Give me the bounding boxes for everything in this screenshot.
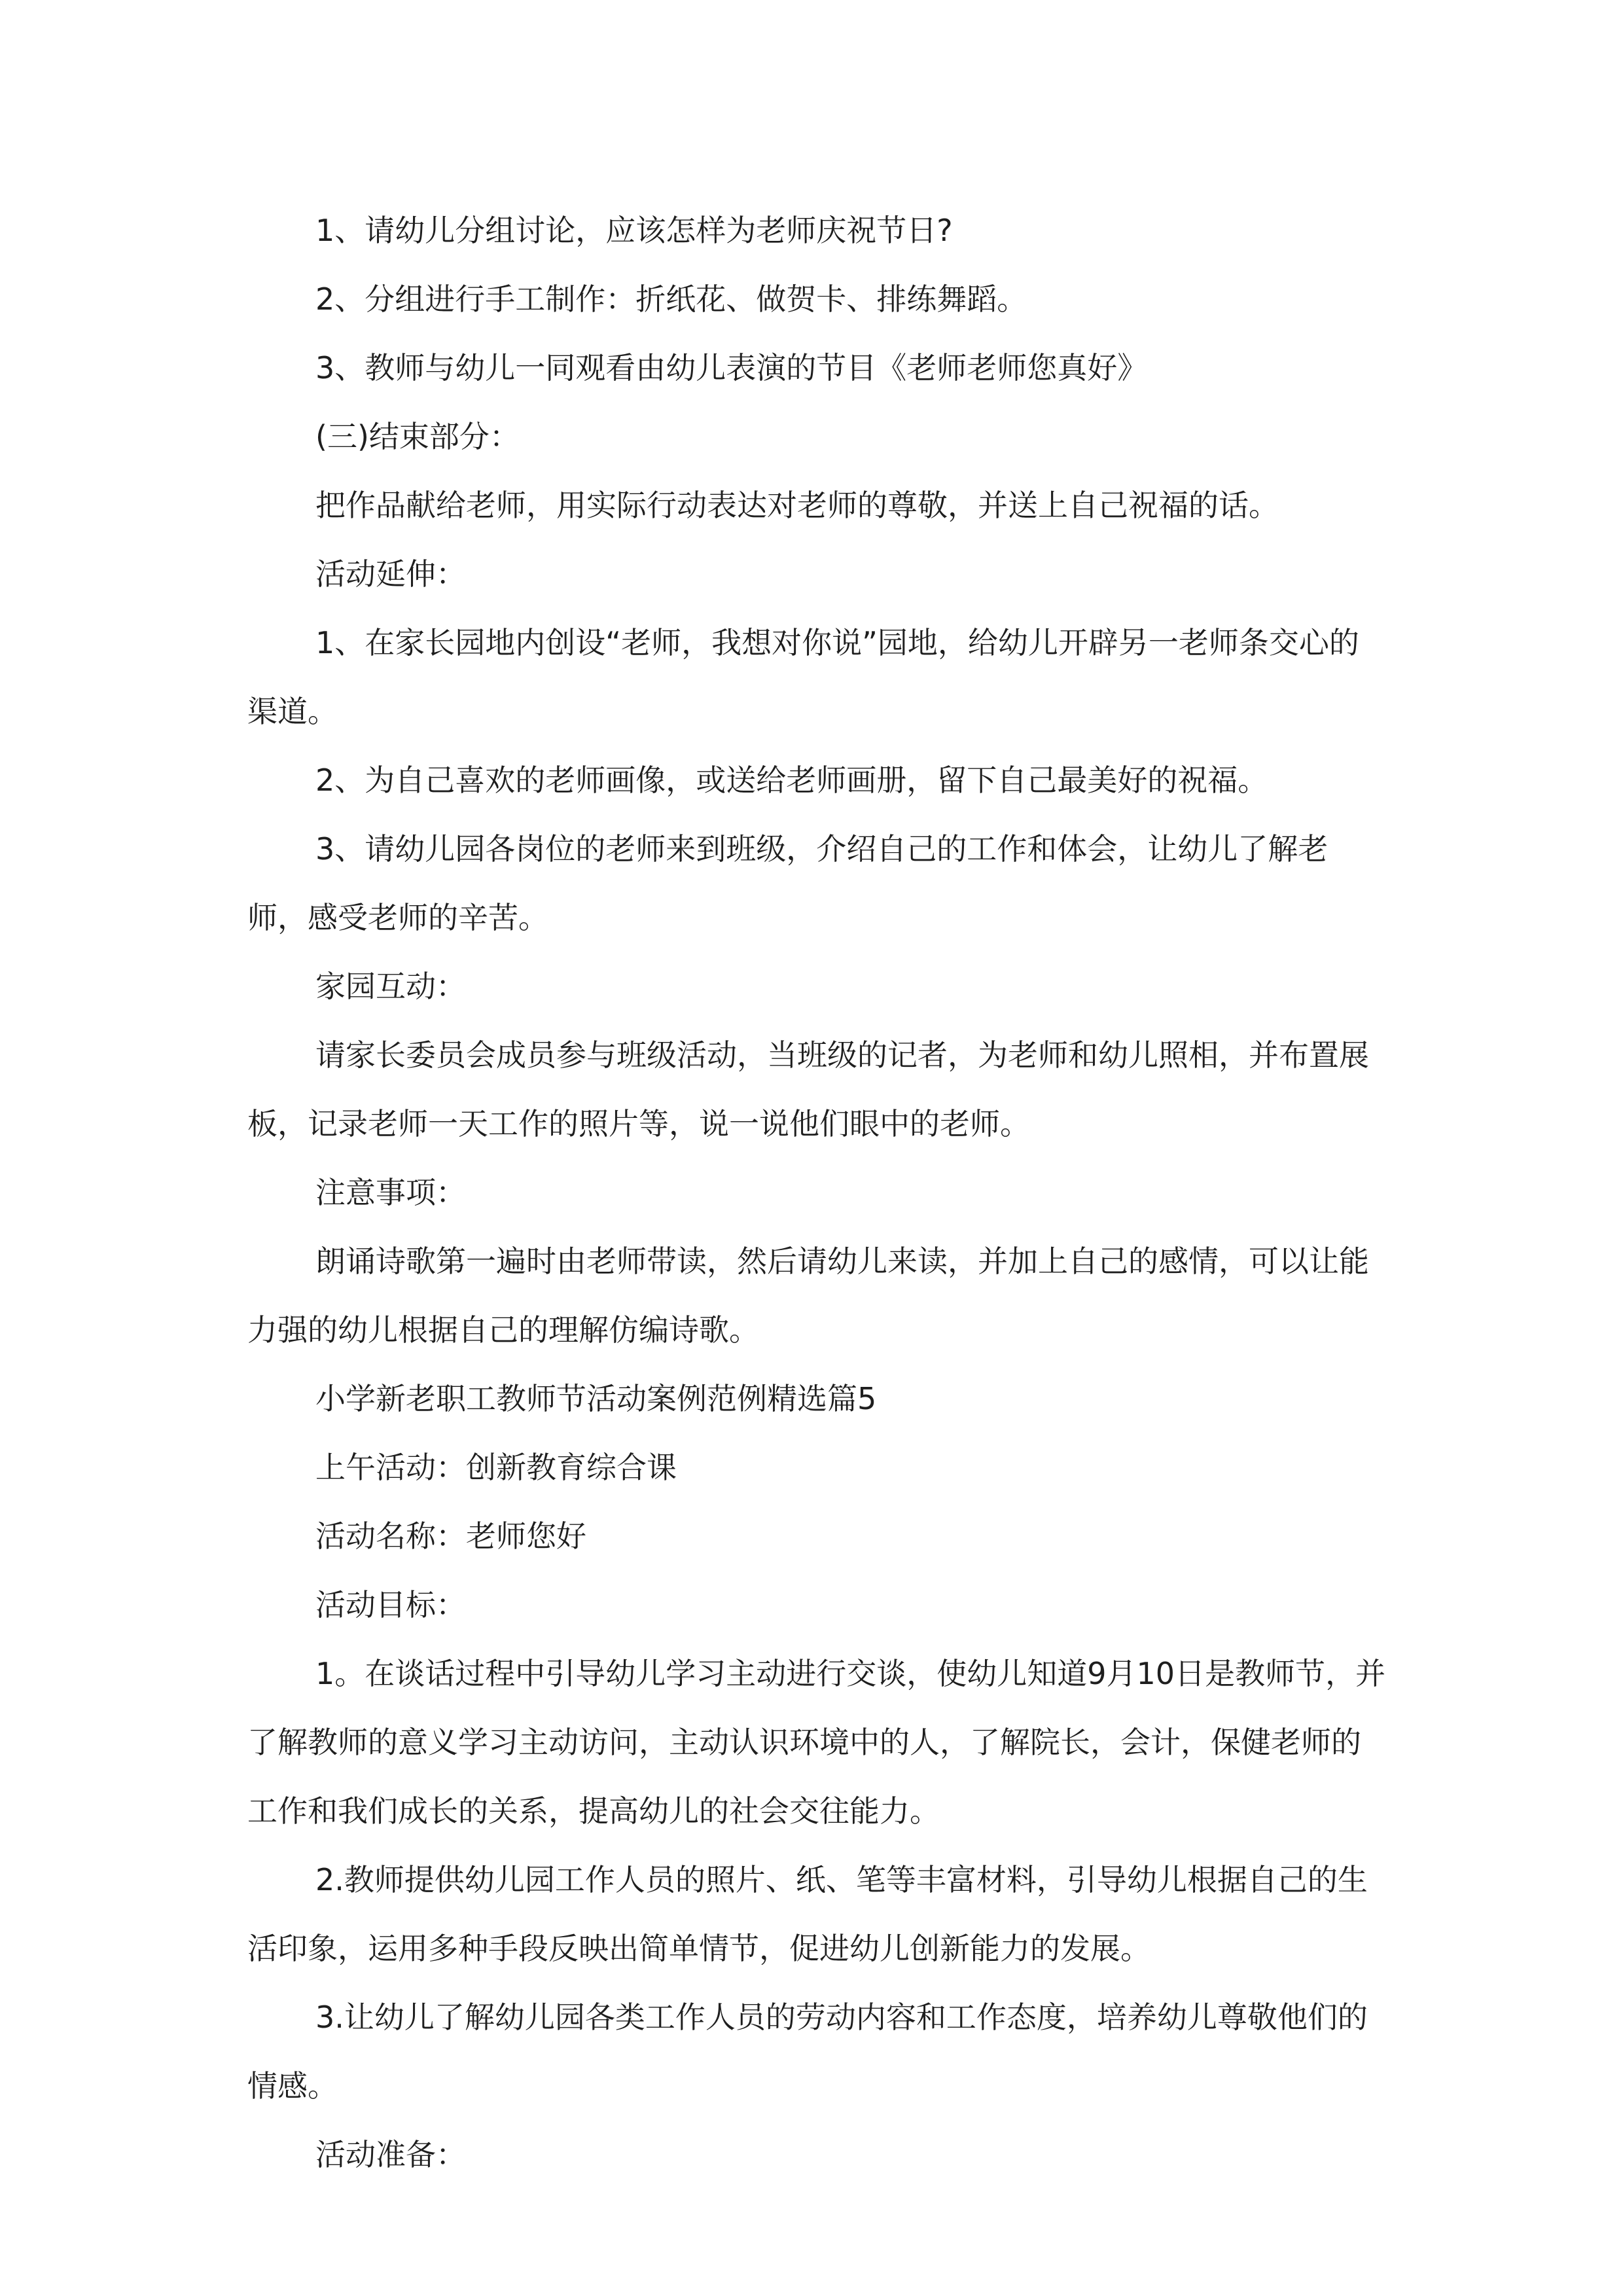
paragraph-performance-step: 3、教师与幼儿一同观看由幼儿表演的节目《老师老师您真好》 xyxy=(315,350,1148,386)
document-body xyxy=(247,196,1386,2189)
paragraph-extension-3: 3、请幼儿园各岗位的老师来到班级，介绍自己的工作和体会，让幼儿了解老师，感受老师的辛苦。 xyxy=(247,831,1329,935)
paragraph-goal-1: 1。在谈话过程中引导幼儿学习主动进行交谈，使幼儿知道9月10日是教师节，并了解教师的意义学习主动访问，主动认识环境中的人，了解院长，会计，保健老师的工作和我们成长的关系，提高幼儿的社会交往能力。 xyxy=(247,1656,1386,1829)
paragraph-present-works: 把作品献给老师，用实际行动表达对老师的尊敬，并送上自己祝福的话。 xyxy=(315,488,1279,523)
paragraph-goal-3: 3.让幼儿了解幼儿园各类工作人员的劳动内容和工作态度，培养幼儿尊敬他们的情感。 xyxy=(247,2000,1368,2104)
paragraph-handcraft-step: 2、分组进行手工制作：折纸花、做贺卡、排练舞蹈。 xyxy=(315,281,1027,317)
paragraph-morning-activity: 上午活动：创新教育综合课 xyxy=(315,1450,677,1485)
heading-activity-extension: 活动延伸： xyxy=(315,556,466,592)
paragraph-extension-1: 1、在家长园地内创设“老师，我想对你说”园地，给幼儿开辟另一老师条交心的渠道。 xyxy=(247,625,1359,729)
paragraph-parent-committee: 请家长委员会成员参与班级活动，当班级的记者，为老师和幼儿照相，并布置展板，记录老师一天工作的照片等，说一说他们眼中的老师。 xyxy=(247,1037,1369,1141)
paragraph-poem-reading: 朗诵诗歌第一遍时由老师带读，然后请幼儿来读，并加上自己的感情，可以让能力强的幼儿根据自己的理解仿编诗歌。 xyxy=(247,1244,1369,1348)
heading-ending-section: (三)结束部分： xyxy=(315,419,520,454)
heading-activity-preparation: 活动准备： xyxy=(315,2137,466,2172)
paragraph-discussion-step: 1、请幼儿分组讨论，应该怎样为老师庆祝节日? xyxy=(315,213,953,248)
paragraph-activity-name: 活动名称：老师您好 xyxy=(315,1518,586,1554)
paragraph-extension-2: 2、为自己喜欢的老师画像，或送给老师画册，留下自己最美好的祝福。 xyxy=(315,762,1268,798)
heading-home-school-interaction: 家园互动： xyxy=(315,969,466,1004)
heading-notes: 注意事项： xyxy=(315,1175,466,1210)
heading-activity-goals: 活动目标： xyxy=(315,1587,466,1623)
paragraph-goal-2: 2.教师提供幼儿园工作人员的照片、纸、笔等丰富材料，引导幼儿根据自己的生活印象，运用多种手段反映出简单情节，促进幼儿创新能力的发展。 xyxy=(247,1862,1368,1966)
section-title-part-5: 小学新老职工教师节活动案例范例精选篇5 xyxy=(315,1381,877,1416)
